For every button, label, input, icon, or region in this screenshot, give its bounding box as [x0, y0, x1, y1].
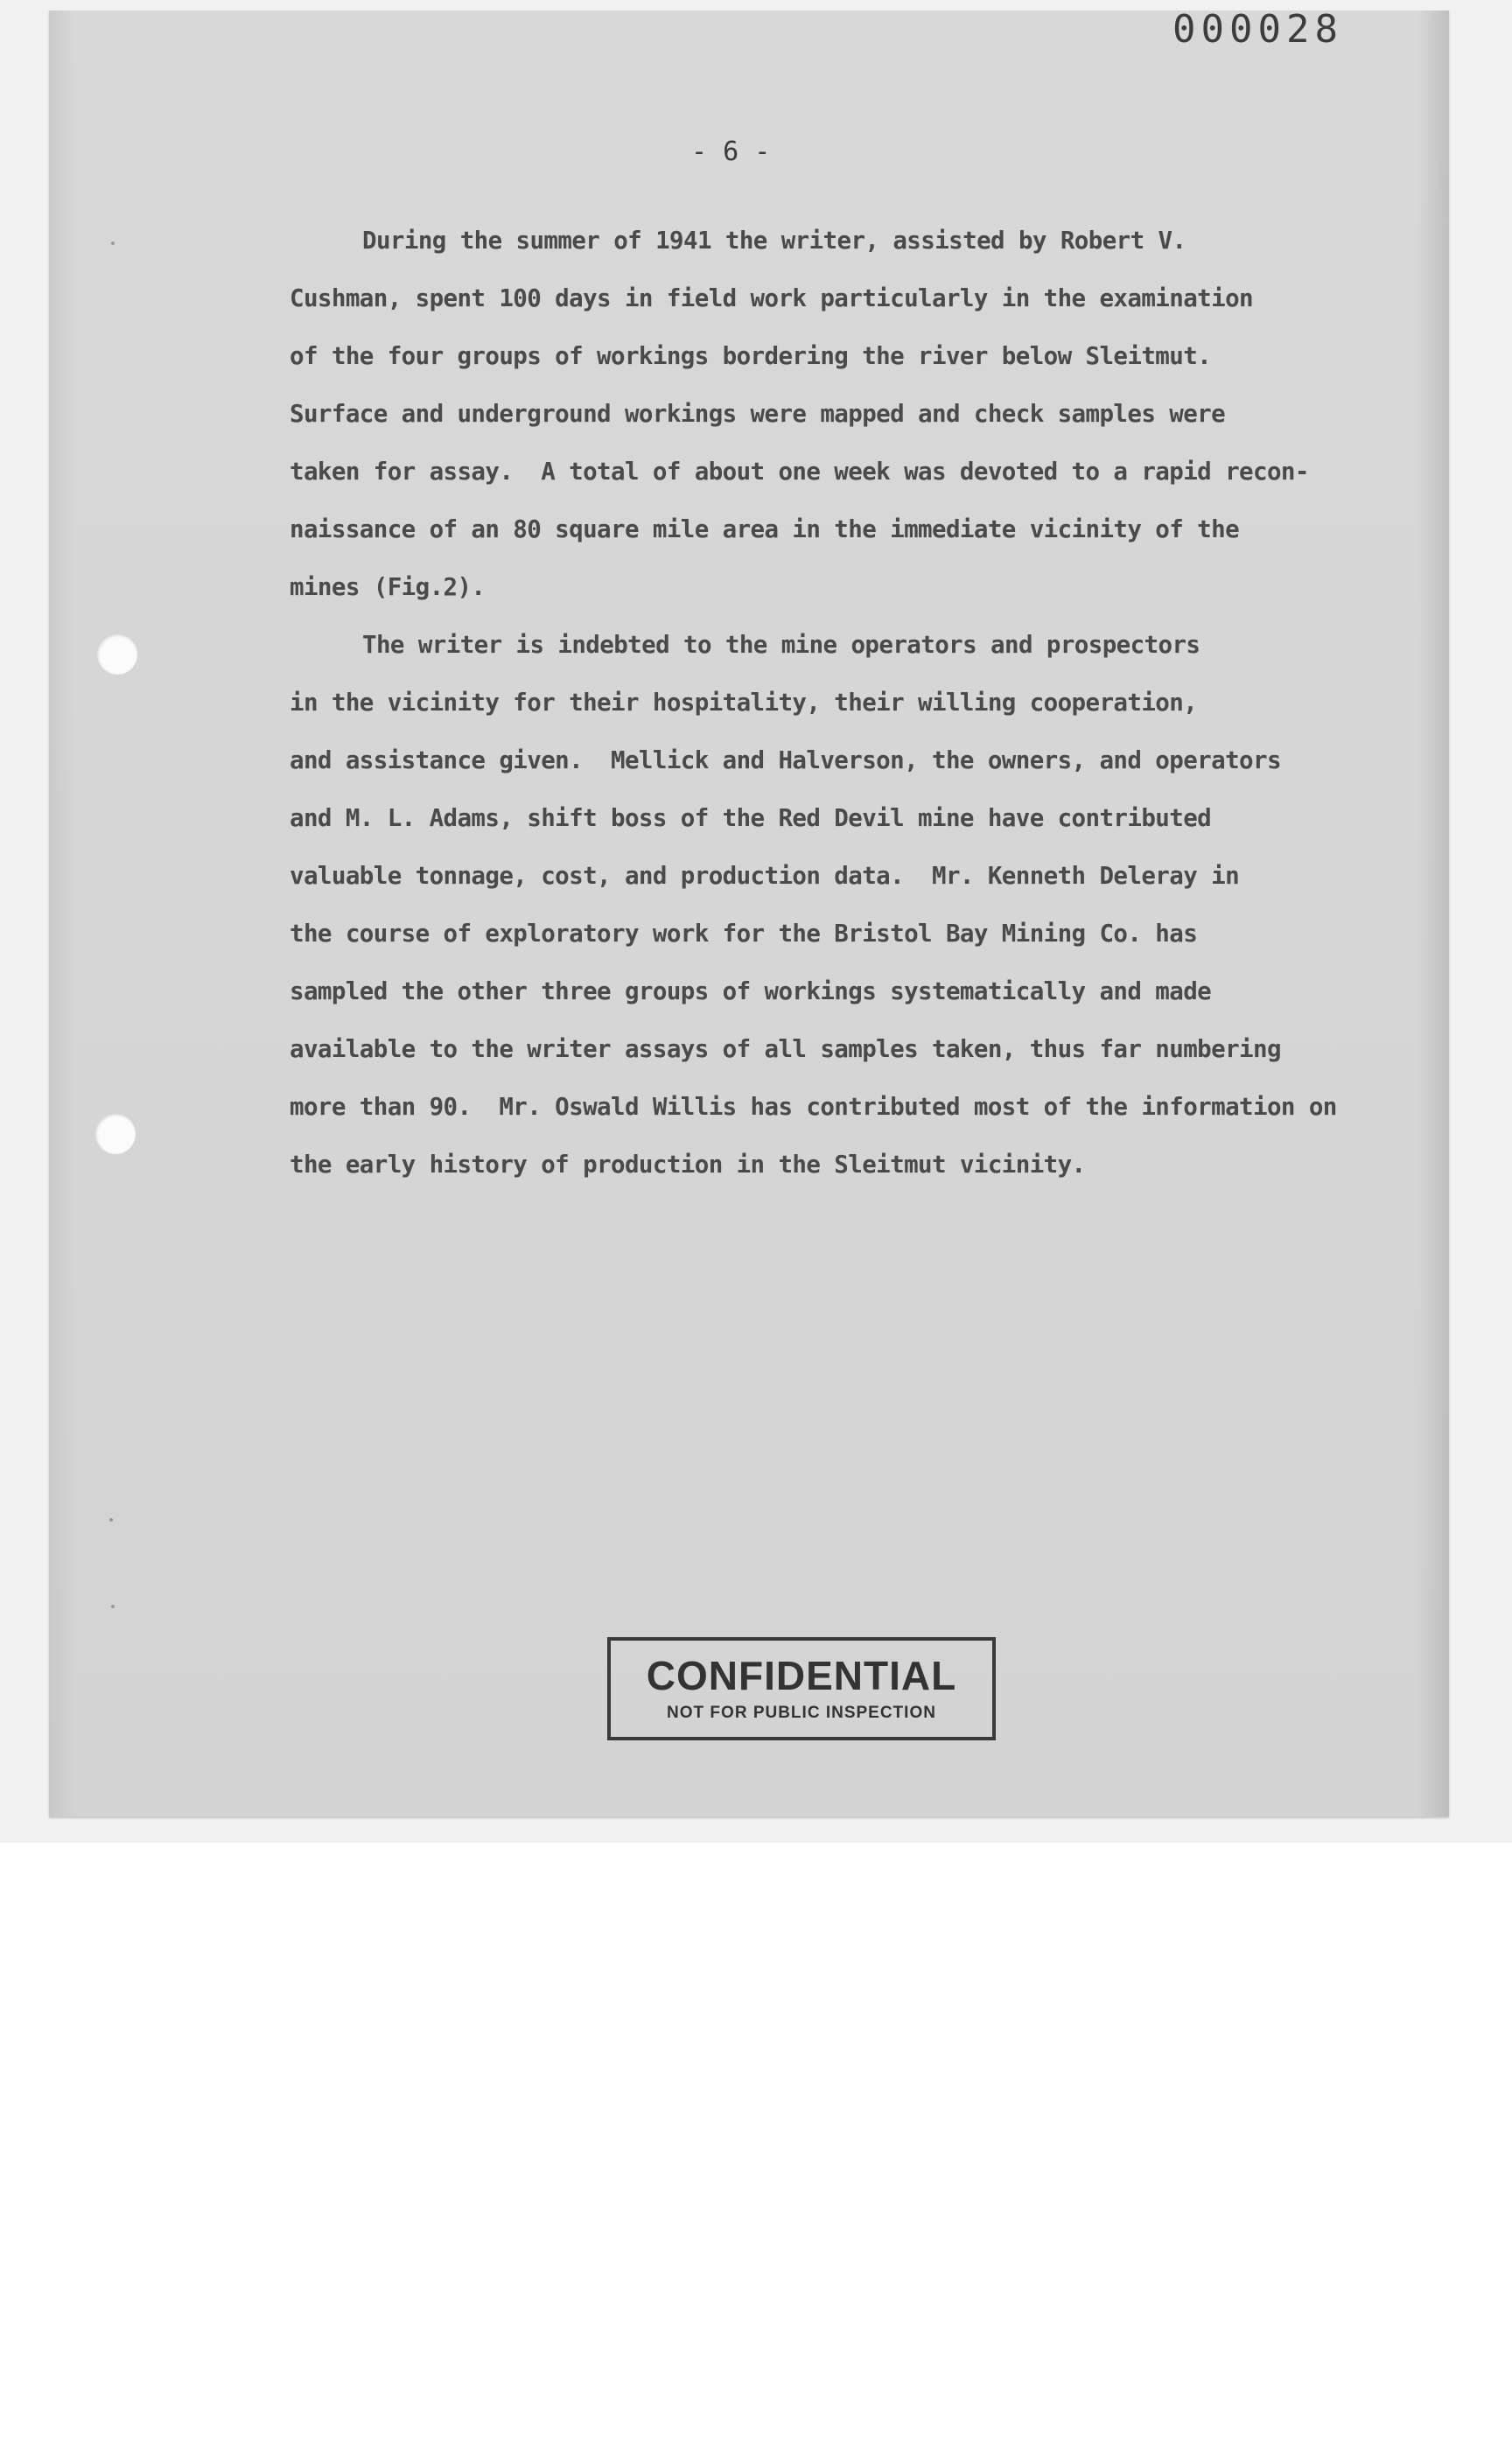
- punch-hole: [97, 634, 137, 675]
- confidential-stamp: [607, 1637, 996, 1740]
- paragraph-line: mines (Fig.2).: [290, 573, 486, 601]
- paragraph-line: the course of exploratory work for the Bristol Bay Mining Co. has: [290, 920, 1198, 948]
- paragraph-line: and M. L. Adams, shift boss of the Red Devil mine have contributed: [290, 804, 1212, 832]
- stamp-title: CONFIDENTIAL: [646, 1653, 957, 1698]
- paragraph-line: During the summer of 1941 the writer, assisted by Robert V.: [362, 227, 1186, 255]
- paragraph-line: available to the writer assays of all samples taken, thus far numbering: [290, 1035, 1281, 1063]
- paragraph-line: and assistance given. Mellick and Halverson, the owners, and operators: [290, 746, 1281, 774]
- paragraph-line: The writer is indebted to the mine operators and prospectors: [362, 631, 1200, 659]
- scan-speck: [109, 1518, 113, 1522]
- scan-speck: [111, 1605, 115, 1608]
- paragraph-line: Cushman, spent 100 days in field work particularly in the examination: [290, 284, 1253, 312]
- scan-speck: [111, 242, 115, 245]
- paragraph-line: of the four groups of workings bordering the river below Sleitmut.: [290, 342, 1212, 370]
- sheet-edge-shade: [49, 10, 75, 1816]
- page-number: - 6 -: [691, 136, 771, 167]
- stamp-subtitle: NOT FOR PUBLIC INSPECTION: [667, 1704, 936, 1722]
- paragraph-line: sampled the other three groups of workings systematically and made: [290, 977, 1212, 1005]
- paragraph-line: Surface and underground workings were mapped and check samples were: [290, 400, 1226, 428]
- document-sheet: [49, 10, 1449, 1816]
- paragraph-line: taken for assay. A total of about one week was devoted to a rapid recon-: [290, 458, 1309, 486]
- punch-hole: [95, 1114, 136, 1154]
- paragraph-line: the early history of production in the Sleitmut vicinity.: [290, 1151, 1086, 1179]
- sheet-edge-shadow: [1418, 10, 1449, 1816]
- paragraph-line: naissance of an 80 square mile area in the immediate vicinity of the: [290, 515, 1240, 543]
- paragraph-line: more than 90. Mr. Oswald Willis has contributed most of the information on: [290, 1093, 1337, 1121]
- paragraph-line: valuable tonnage, cost, and production data. Mr. Kenneth Deleray in: [290, 862, 1240, 890]
- paragraph-line: in the vicinity for their hospitality, their willing cooperation,: [290, 689, 1198, 717]
- document-number: 000028: [1172, 7, 1343, 52]
